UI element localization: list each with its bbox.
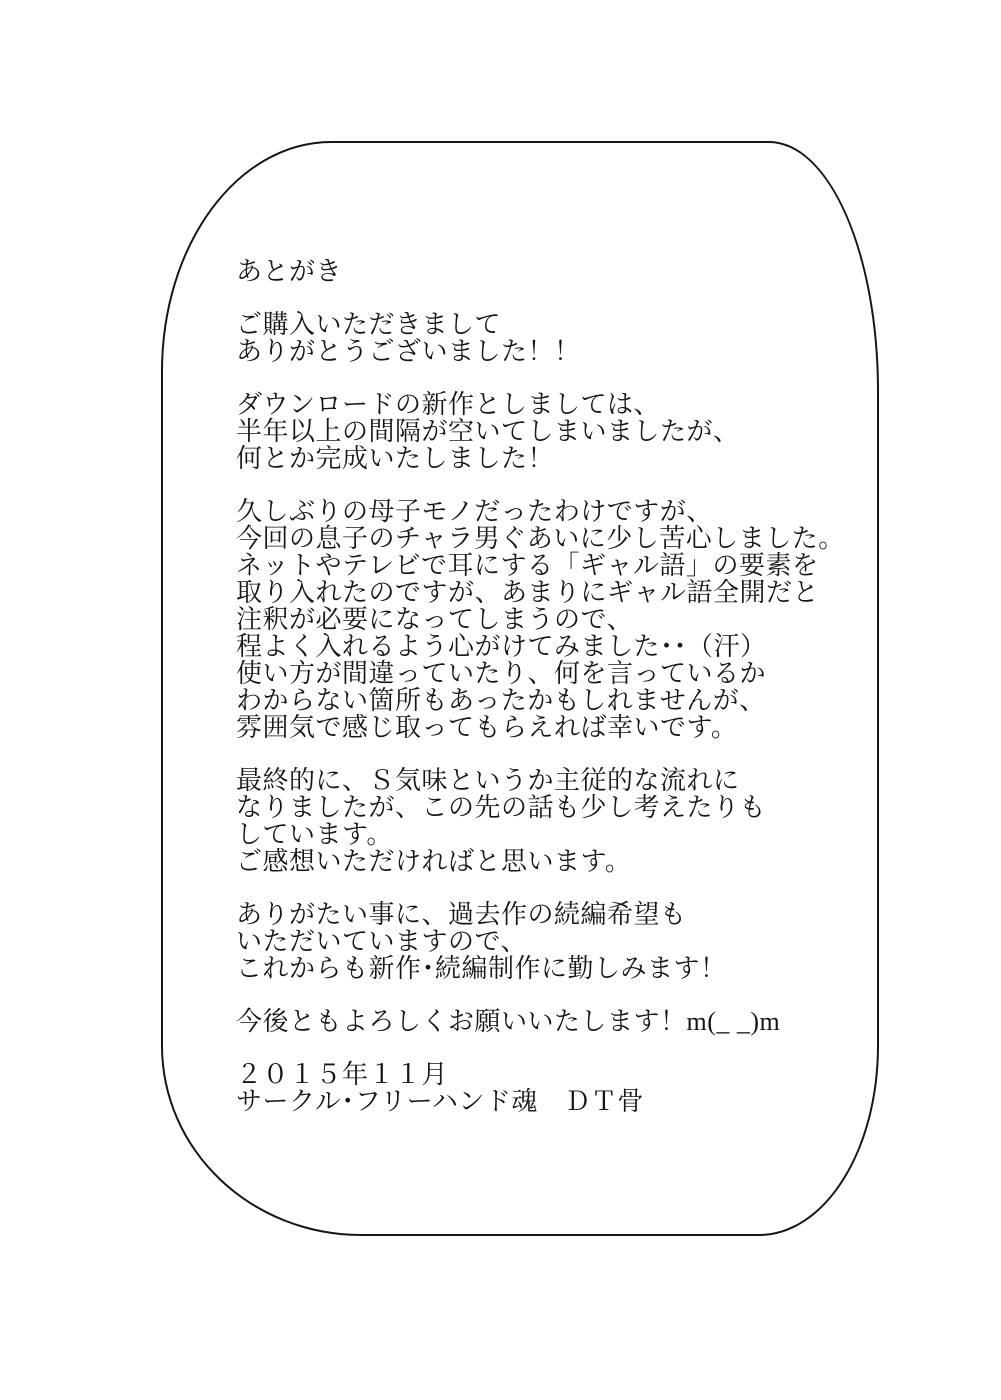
- text-line: ありがとうございました！！: [236, 337, 581, 366]
- text-line: 今後ともよろしくお願いいたします！m(_ _)m: [236, 1007, 781, 1036]
- text-line: ありがたい事に、過去作の続編希望も: [236, 900, 687, 929]
- paragraph: [236, 498, 856, 741]
- text-line: しています。: [236, 820, 393, 849]
- text-line: 雰囲気で感じ取ってもらえれば幸いです。: [236, 713, 738, 742]
- text-line: ご購入いただきまして: [236, 310, 502, 339]
- text-line: ダウンロードの新作としましては、: [236, 390, 661, 419]
- paragraph: [236, 901, 856, 982]
- text-line: 半年以上の間隔が空いてしまいましたが、: [236, 417, 740, 446]
- text-line: あとがき: [236, 257, 343, 286]
- paragraph: [236, 1008, 856, 1035]
- text-line: これからも新作･続編制作に勤しみます！: [236, 954, 727, 983]
- text-line: 程よく入れるよう心がけてみました･･（汗）: [236, 632, 767, 661]
- text-line: サークル･フリーハンド魂 ＤＴ骨: [236, 1086, 644, 1116]
- paragraph: [236, 767, 856, 875]
- text-line: ネットやテレビで耳にする「ギャル語」の要素を: [236, 551, 819, 580]
- text-line: 最終的に、Ｓ気味というか主従的な流れに: [236, 766, 740, 795]
- text-line: 何とか完成いたしました！: [236, 444, 555, 473]
- paragraph: [236, 1061, 856, 1115]
- afterword-text: [236, 258, 856, 1141]
- text-line: わからない箇所もあったかもしれませんが、: [236, 686, 766, 715]
- text-line: 今回の息子のチャラ男ぐあいに少し苦心しました。: [236, 524, 845, 553]
- text-line: なりましたが、この先の話も少し考えたりも: [236, 793, 767, 822]
- paragraph: [236, 311, 856, 365]
- text-line: 使い方が間違っていたり、何を言っているか: [236, 659, 767, 688]
- text-line: 久しぶりの母子モノだったわけですが、: [236, 497, 713, 526]
- text-line: 取り入れたのですが、あまりにギャル語全開だと: [236, 578, 820, 607]
- text-line: 注釈が必要になってしまうので、: [236, 605, 633, 634]
- paragraph: [236, 391, 856, 472]
- text-line: いただいていますので、: [236, 927, 527, 956]
- afterword-heading: [236, 258, 856, 285]
- text-line: ご感想いただければと思います。: [236, 847, 632, 876]
- text-line: ２０１５年１１月: [236, 1059, 449, 1089]
